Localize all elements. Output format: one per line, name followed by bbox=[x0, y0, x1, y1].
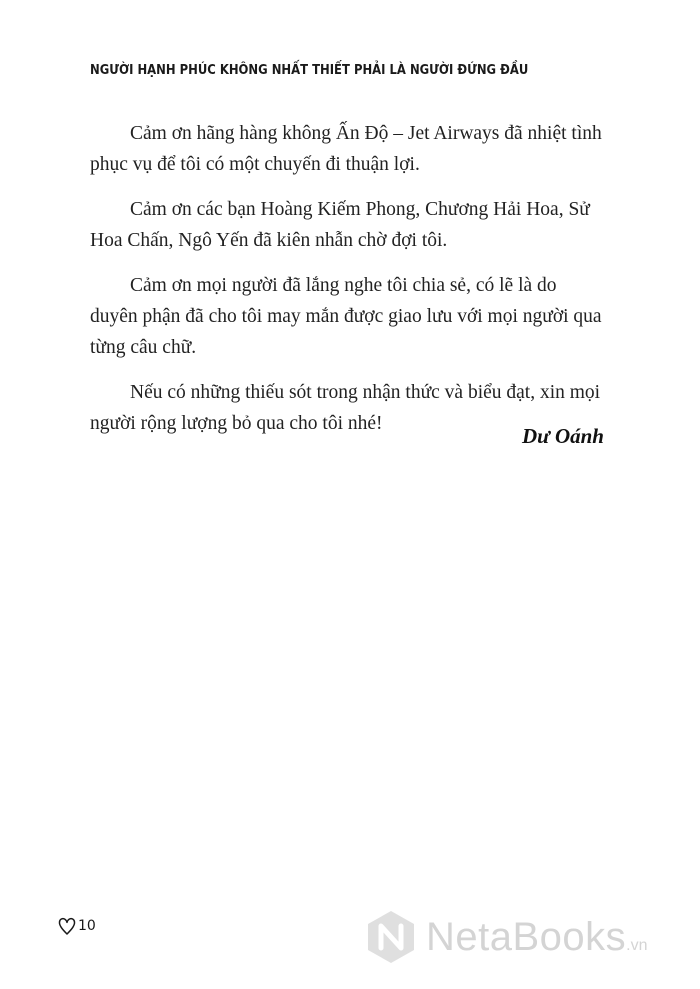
watermark-brand bbox=[426, 915, 648, 960]
running-head: NGƯỜI HẠNH PHÚC KHÔNG NHẤT THIẾT PHẢI LÀ NGƯỜI ĐỨNG ĐẦU bbox=[90, 62, 529, 78]
page-number: 10 bbox=[78, 918, 96, 934]
paragraph-friends-thanks: Cảm ơn các bạn Hoàng Kiếm Phong, Chương Hải Hoa, Sử Hoa Chấn, Ngô Yến đã kiên nhẫn chờ đợi tôi. bbox=[90, 199, 590, 251]
netabooks-logo-icon bbox=[362, 908, 420, 966]
body-text bbox=[90, 118, 608, 453]
page-folio bbox=[58, 916, 96, 936]
author-signature: Dư Oánh bbox=[521, 424, 604, 448]
paragraph-apology: Nếu có những thiếu sót trong nhận thức và biểu đạt, xin mọi người rộng lượng bỏ qua cho tôi nhé! bbox=[90, 382, 601, 434]
heart-outline-icon bbox=[58, 916, 76, 936]
paragraph-readers-thanks: Cảm ơn mọi người đã lắng nghe tôi chia sẻ, có lẽ là do duyên phận đã cho tôi may mắn được giao lưu với mọi người qua từng câu chữ. bbox=[90, 275, 602, 358]
watermark-domain-suffix: .vn bbox=[626, 936, 648, 954]
paragraph-airline-thanks: Cảm ơn hãng hàng không Ấn Độ – Jet Airways đã nhiệt tình phục vụ để tôi có một chuyến đi thuận lợi. bbox=[90, 123, 602, 175]
watermark bbox=[362, 908, 648, 966]
watermark-brand-name: NetaBooks bbox=[426, 914, 627, 959]
